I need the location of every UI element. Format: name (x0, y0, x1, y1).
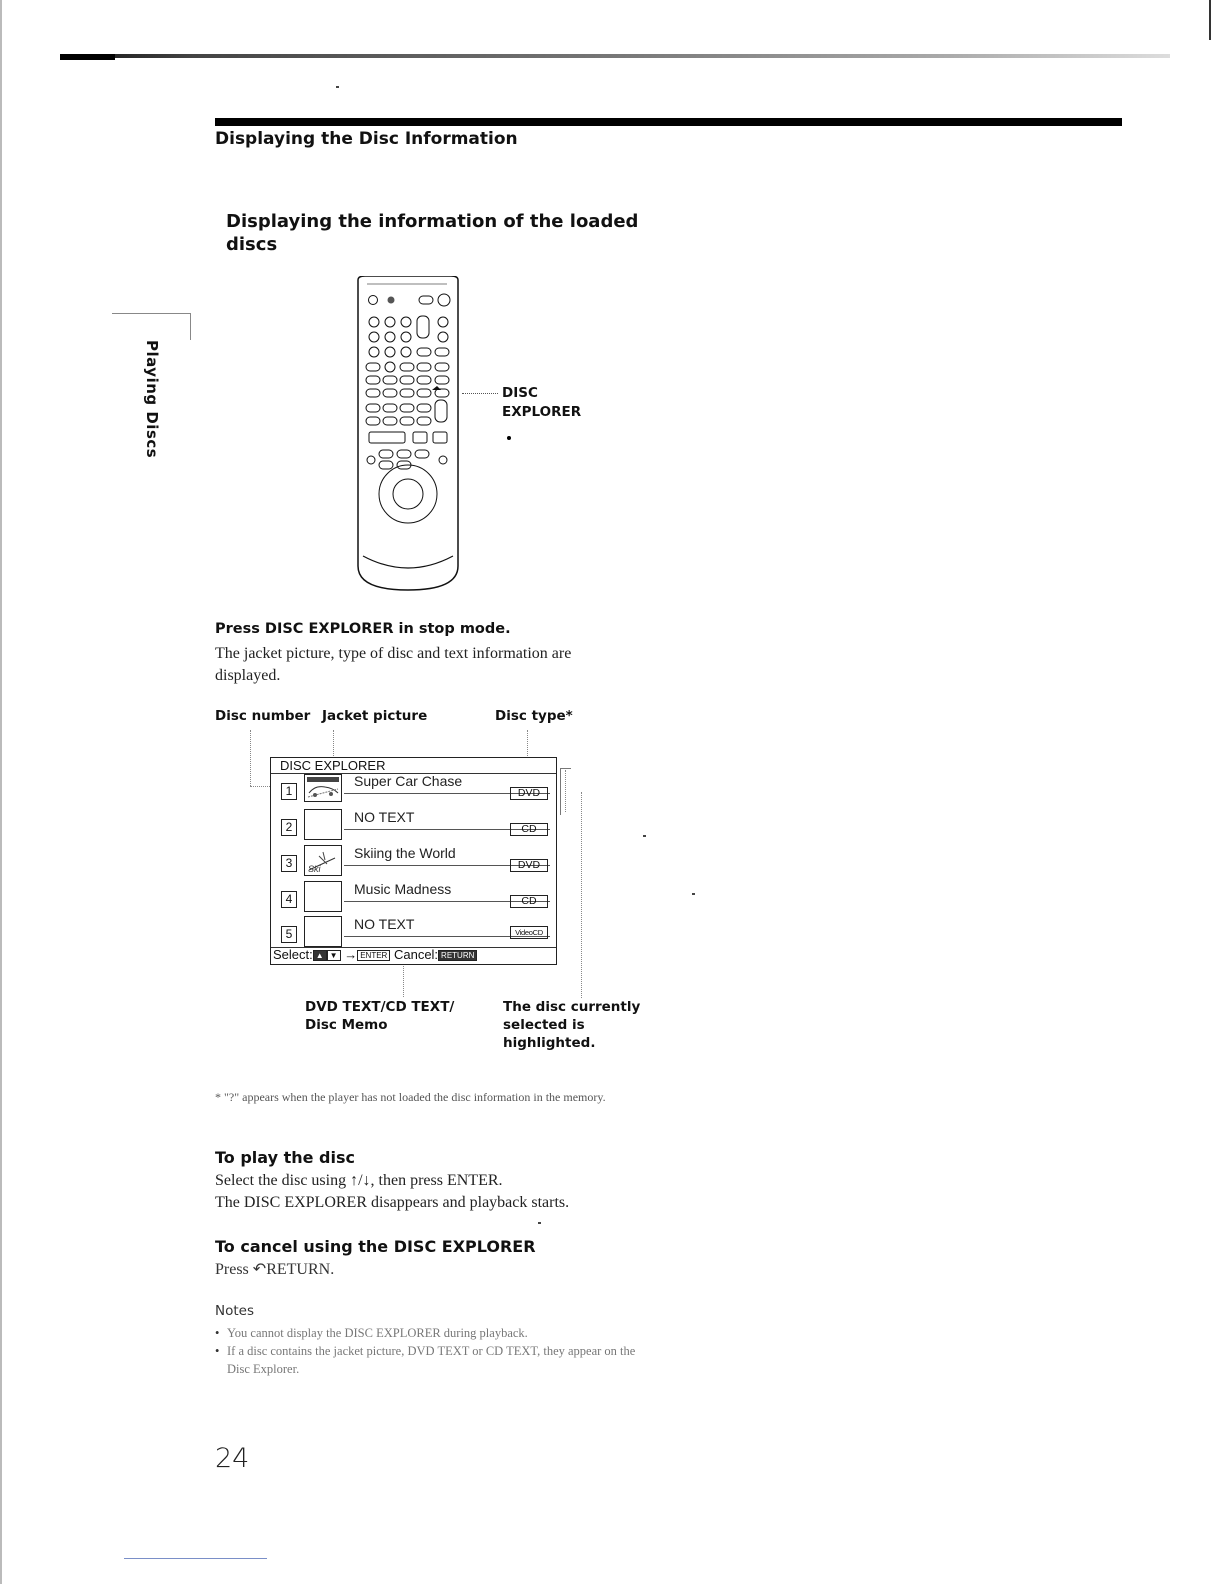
cancel-text: Press ↶RETURN. (215, 1261, 335, 1278)
scan-edge-left (0, 0, 2, 1584)
label-highlight-note: The disc currently selected is highlighted. (503, 999, 641, 1051)
osd-footer (273, 947, 477, 962)
disc-number: 4 (281, 891, 297, 908)
up-arrow-key-icon: ▲ (313, 950, 327, 961)
notes-list (215, 1324, 645, 1378)
scan-edge-right (1209, 0, 1211, 40)
disc-text: NO TEXT (354, 809, 415, 825)
svg-text:Ski: Ski (308, 864, 321, 874)
disc-text: Skiing the World (354, 845, 456, 861)
jacket-picture-blank (304, 809, 342, 840)
cancel-heading: To cancel using the DISC EXPLORER (215, 1237, 536, 1256)
footnote: * "?" appears when the player has not loaded the disc information in the memory. (215, 1090, 606, 1104)
jacket-picture-car (304, 774, 342, 802)
disc-type-badge: CD (510, 895, 548, 908)
play-line-1: Select the disc using ↑/↓, then press ENTER. (215, 1172, 503, 1189)
arrow-right-icon: → (344, 947, 358, 962)
leader-highlight (581, 792, 582, 998)
disc-number: 1 (281, 783, 297, 800)
label-disc-number: Disc number (215, 708, 311, 724)
subsection-title: Displaying the information of the loaded discs (226, 211, 639, 255)
disc-number: 3 (281, 855, 297, 872)
note-item: • If a disc contains the jacket picture, DVD TEXT or CD TEXT, they appear on the Disc Explorer. (215, 1342, 645, 1378)
disc-text: NO TEXT (354, 916, 415, 932)
disc-text: Music Madness (354, 881, 452, 897)
play-text (215, 1170, 675, 1214)
jacket-picture-ski (304, 845, 342, 876)
disc-number: 5 (281, 926, 297, 943)
remote-control-illustration (357, 276, 459, 592)
scan-speck (336, 86, 339, 88)
disc-row[interactable] (271, 840, 556, 876)
jacket-picture-blank (304, 916, 342, 947)
return-key: RETURN (438, 950, 477, 961)
disc-type-badge: CD (510, 823, 548, 836)
scan-speck (643, 835, 646, 837)
down-arrow-key-icon: ▼ (327, 950, 341, 961)
osd-title: DISC EXPLORER (280, 758, 386, 773)
step-description: The jacket picture, type of disc and text information are displayed. (215, 645, 572, 684)
scan-top-rule (60, 54, 1170, 58)
side-tab-label: Playing Discs (143, 340, 161, 459)
label-text-info: DVD TEXT/CD TEXT/ Disc Memo (305, 999, 455, 1033)
play-line-2: The DISC EXPLORER disappears and playback starts. (215, 1194, 570, 1211)
label-jacket-picture: Jacket picture (322, 708, 428, 724)
highlight-bracket (560, 768, 571, 815)
enter-key: ENTER (357, 950, 390, 961)
step-instruction: Press DISC EXPLORER in stop mode. (215, 621, 511, 637)
page-number: 24 (215, 1443, 250, 1474)
leader-disc-number (250, 730, 251, 786)
jacket-picture-blank (304, 881, 342, 912)
disc-explorer-callout-label: DISC EXPLORER (502, 385, 582, 420)
bullet-mark (507, 436, 511, 440)
side-tab-bracket (112, 313, 191, 340)
disc-row[interactable] (271, 768, 556, 804)
notes-heading: Notes (215, 1303, 254, 1319)
cancel-label: Cancel: (393, 947, 439, 962)
disc-row[interactable] (271, 876, 556, 912)
label-disc-type: Disc type* (495, 708, 573, 724)
scan-speck (538, 1222, 541, 1224)
scan-speck (692, 893, 695, 895)
play-heading: To play the disc (215, 1148, 355, 1167)
bottom-rule (124, 1558, 267, 1559)
section-title: Displaying the Disc Information (215, 129, 518, 149)
note-item: • You cannot display the DISC EXPLORER during playback. (215, 1324, 645, 1342)
disc-row[interactable] (271, 804, 556, 840)
select-label: Select: (273, 947, 313, 962)
disc-type-badge: DVD (510, 787, 548, 800)
disc-number: 2 (281, 819, 297, 836)
disc-explorer-screen (270, 757, 557, 965)
disc-type-badge: DVD (510, 859, 548, 872)
disc-row[interactable] (271, 911, 556, 947)
disc-type-badge: VideoCD (510, 926, 548, 939)
section-rule (215, 118, 1122, 126)
scan-top-rule-thick (60, 54, 115, 60)
disc-text: Super Car Chase (354, 773, 463, 789)
disc-explorer-callout-line (462, 393, 498, 394)
